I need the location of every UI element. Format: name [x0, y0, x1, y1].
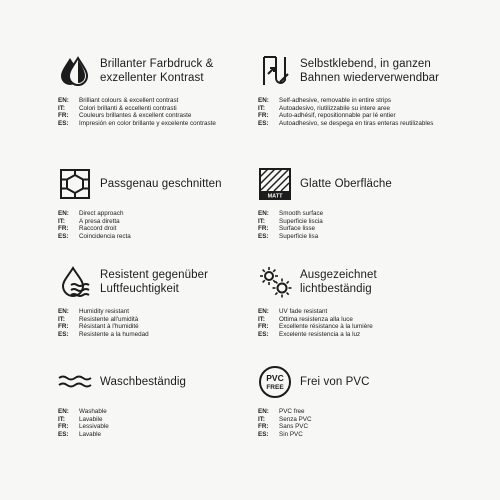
color-drops-icon: [58, 54, 92, 88]
waves-icon: [58, 365, 92, 399]
feature-title-line: Glatte Oberfläche: [300, 178, 392, 190]
matt-surface-icon: [258, 167, 292, 201]
feature-title-line: Bahnen wiederverwendbar: [300, 72, 440, 84]
translation-text: Smooth surface: [279, 210, 324, 217]
translation-text: Colori brillanti & eccellenti contrasti: [79, 104, 177, 112]
lang-code: FR:: [58, 225, 69, 233]
translation-text: Autoadesivo, riutilizzabile su intere aree: [279, 104, 390, 112]
feature-title-line: Frei von PVC: [300, 376, 370, 388]
translation-text: Resistente all'umidità: [79, 315, 139, 323]
translation-text: Raccord droit: [79, 225, 117, 233]
feature-title-line: Resistent gegenüber: [100, 269, 209, 281]
lang-code: EN:: [58, 408, 69, 415]
translation-text: Impresión en color brillante y excelente contraste: [79, 119, 216, 127]
translation-text: UV fade resistant: [279, 308, 328, 315]
translation-text: Resistente a la humedad: [79, 330, 149, 338]
peel-off-icon: [258, 54, 292, 88]
lang-code: FR:: [258, 225, 269, 233]
translation-text: Surface lisse: [279, 225, 316, 233]
pvc-label: PVC: [266, 373, 284, 383]
lang-code: ES:: [258, 430, 269, 438]
translation-text: Coincidencia recta: [79, 232, 131, 240]
translation-text: Excellente résistance à la lumière: [279, 323, 373, 331]
lang-code: ES:: [58, 232, 69, 240]
lang-code: ES:: [258, 330, 269, 338]
translation-text: Humidity resistant: [79, 308, 130, 315]
lang-code: IT:: [58, 104, 65, 112]
lang-code: EN:: [258, 408, 269, 415]
feature-title-line: Selbstklebend, in ganzen: [300, 58, 431, 70]
translation-text: Washable: [79, 408, 107, 415]
translation-text: PVC free: [279, 408, 305, 415]
pvc-free-icon: [258, 365, 292, 399]
lang-code: IT:: [58, 415, 65, 423]
lang-code: EN:: [258, 210, 269, 217]
lang-code: IT:: [258, 415, 265, 423]
feature-title-line: Brillanter Farbdruck &: [100, 58, 214, 70]
lang-code: ES:: [58, 330, 69, 338]
lang-code: IT:: [258, 104, 265, 112]
lang-code: FR:: [58, 112, 69, 120]
translation-text: Excelente resistencia a la luz: [279, 330, 361, 338]
feature-precise-cut: [58, 163, 258, 240]
translation-text: A presa diretta: [79, 217, 120, 225]
translation-text: Auto-adhésif, repositionnable par lé entier: [279, 112, 396, 120]
lang-code: ES:: [258, 232, 269, 240]
translation-text: Couleurs brillantes & excellent contraste: [79, 112, 192, 120]
translation-text: Superficie liscia: [279, 217, 323, 225]
feature-lightfast: [258, 261, 458, 338]
translation-text: Self-adhesive, removable in entire strips: [279, 97, 391, 104]
lang-code: EN:: [58, 210, 69, 217]
translation-text: Lavable: [79, 430, 102, 438]
translation-text: Sin PVC: [279, 430, 303, 438]
lang-code: FR:: [58, 423, 69, 431]
translation-text: Ottima resistenza alla luce: [279, 315, 353, 323]
hexagon-frame-icon: [58, 167, 92, 201]
feature-title-line: Ausgezeichnet: [300, 269, 377, 281]
translation-text: Brilliant colours & excellent contrast: [79, 97, 179, 104]
lang-code: ES:: [58, 430, 69, 438]
lang-code: IT:: [258, 315, 265, 323]
translation-text: Sans PVC: [279, 423, 309, 431]
feature-washable: [58, 361, 258, 438]
translation-text: Superficie lisa: [279, 232, 319, 240]
translation-text: Lavabile: [79, 415, 103, 423]
lang-code: FR:: [258, 423, 269, 431]
feature-self-adhesive: [258, 50, 458, 127]
translation-text: Direct approach: [79, 210, 124, 217]
feature-title-line: Waschbeständig: [100, 376, 186, 388]
lang-code: EN:: [258, 97, 269, 104]
lang-code: FR:: [258, 112, 269, 120]
feature-title-line: lichtbeständig: [300, 283, 372, 295]
translation-text: Lessivable: [79, 423, 109, 431]
feature-humidity-resistant: [58, 261, 258, 338]
sun-icon: [258, 265, 292, 299]
lang-code: IT:: [58, 217, 65, 225]
lang-code: EN:: [58, 308, 69, 315]
feature-color-contrast: [58, 50, 258, 127]
matt-label: MATT: [267, 193, 283, 200]
feature-smooth-surface: [258, 163, 458, 240]
lang-code: IT:: [258, 217, 265, 225]
free-label: FREE: [266, 384, 284, 391]
feature-title-line: Luftfeuchtigkeit: [100, 283, 179, 295]
lang-code: IT:: [58, 315, 65, 323]
humidity-drop-icon: [58, 265, 92, 299]
feature-title-line: exzellenter Kontrast: [100, 72, 204, 84]
lang-code: ES:: [58, 119, 69, 127]
feature-title-line: Passgenau geschnitten: [100, 178, 222, 190]
feature-pvc-free: [258, 361, 458, 438]
lang-code: EN:: [258, 308, 269, 315]
translation-text: Résistant à l'humidité: [79, 323, 139, 331]
translation-text: Autoadhesivo, se despega en tiras enteras reutilizables: [279, 119, 434, 127]
translation-text: Senza PVC: [279, 415, 312, 423]
lang-code: FR:: [58, 323, 69, 331]
lang-code: FR:: [258, 323, 269, 331]
lang-code: ES:: [258, 119, 269, 127]
lang-code: EN:: [58, 97, 69, 104]
